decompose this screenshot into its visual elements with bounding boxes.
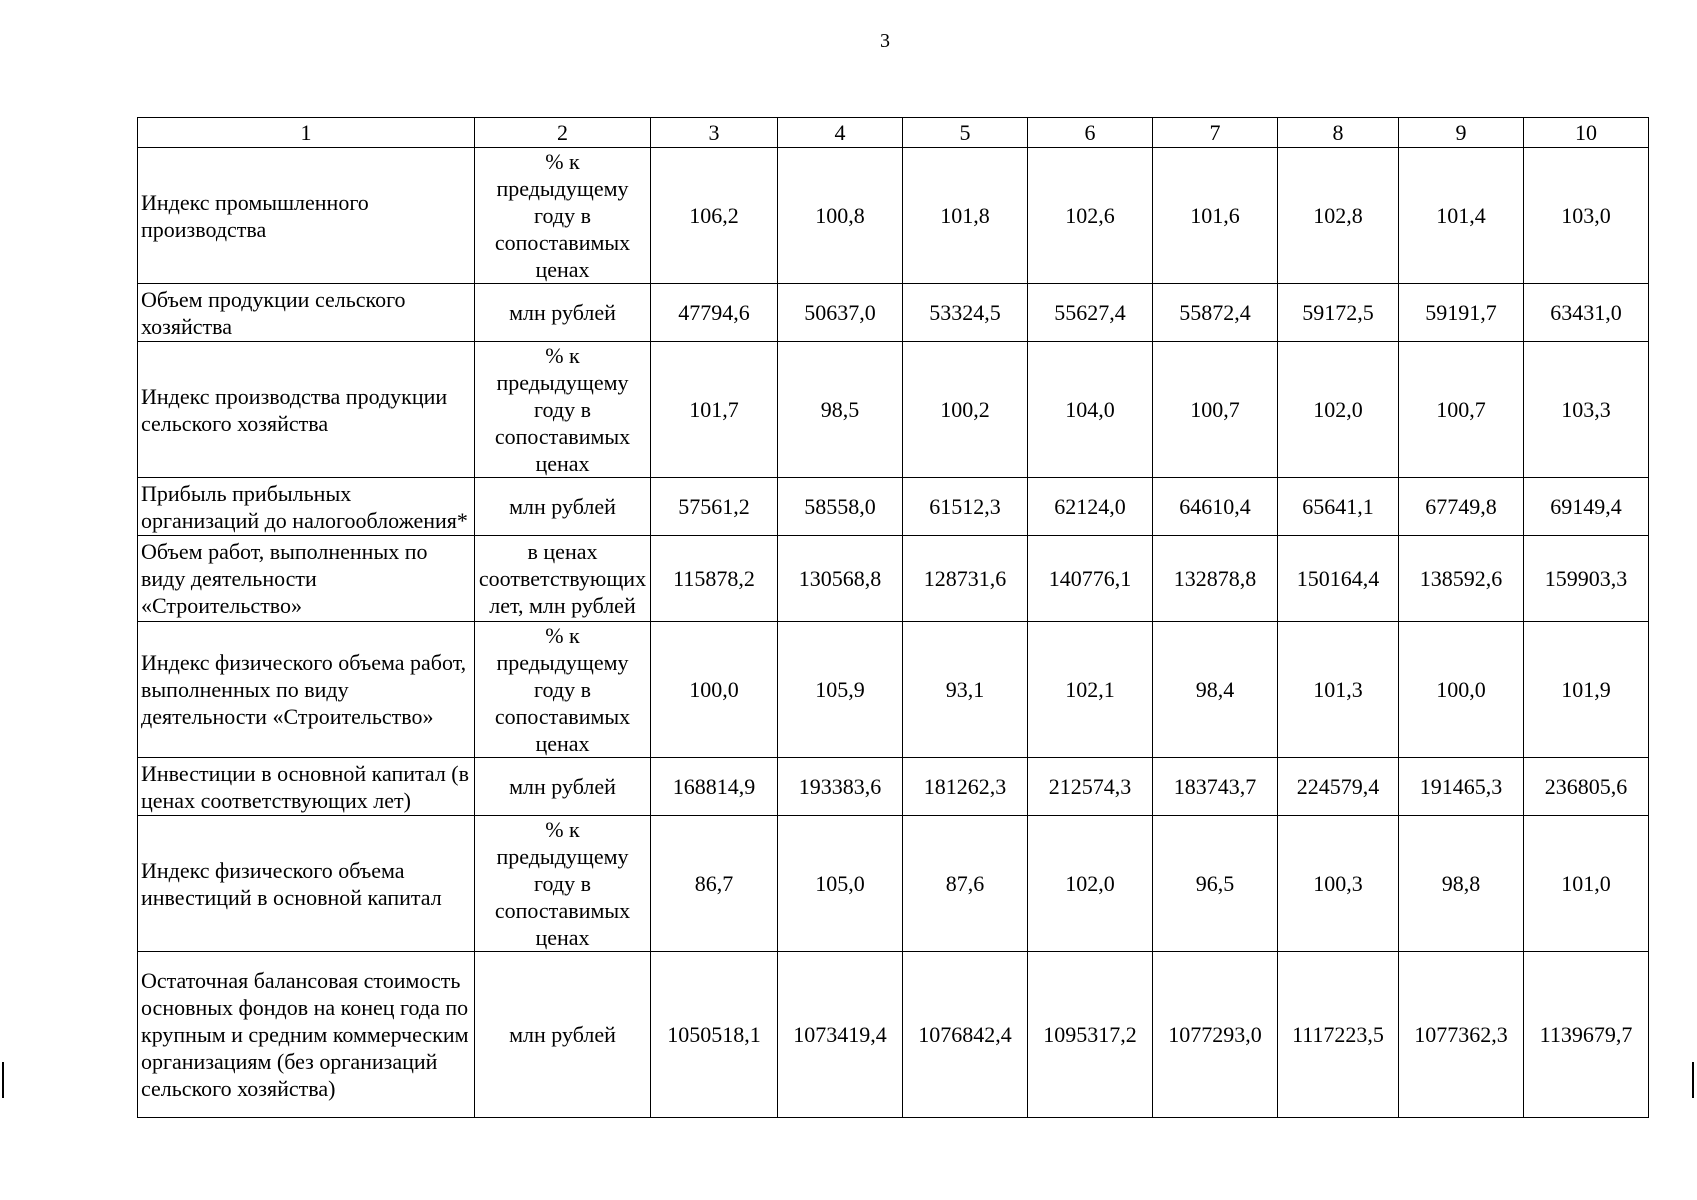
value-cell: 62124,0 xyxy=(1028,478,1153,536)
indicator-cell: Остаточная балансовая стоимость основных фондов на конец года по крупным и средним коммерческим организациям (без организаций сельского хозяйства) xyxy=(138,952,475,1118)
value-cell: 138592,6 xyxy=(1399,536,1524,622)
indicator-cell: Объем работ, выполненных по виду деятельности «Строительство» xyxy=(138,536,475,622)
value-cell: 106,2 xyxy=(651,148,778,284)
value-cell: 105,0 xyxy=(778,816,903,952)
table-row xyxy=(138,478,1649,536)
value-cell: 104,0 xyxy=(1028,342,1153,478)
table-row xyxy=(138,622,1649,758)
value-cell: 1139679,7 xyxy=(1524,952,1649,1118)
value-cell: 159903,3 xyxy=(1524,536,1649,622)
value-cell: 100,7 xyxy=(1399,342,1524,478)
value-cell: 1073419,4 xyxy=(778,952,903,1118)
value-cell: 191465,3 xyxy=(1399,758,1524,816)
value-cell: 101,0 xyxy=(1524,816,1649,952)
value-cell: 55872,4 xyxy=(1153,284,1278,342)
table-row xyxy=(138,952,1649,1118)
value-cell: 1076842,4 xyxy=(903,952,1028,1118)
indicator-cell: Прибыль прибыльных организаций до налогообложения* xyxy=(138,478,475,536)
value-cell: 150164,4 xyxy=(1278,536,1399,622)
unit-cell: % к предыдущему году в сопоставимых ценах xyxy=(475,342,651,478)
value-cell: 103,3 xyxy=(1524,342,1649,478)
value-cell: 57561,2 xyxy=(651,478,778,536)
value-cell: 100,8 xyxy=(778,148,903,284)
header-cell: 2 xyxy=(475,118,651,148)
indicator-cell: Индекс физического объема работ, выполненных по виду деятельности «Строительство» xyxy=(138,622,475,758)
value-cell: 1117223,5 xyxy=(1278,952,1399,1118)
table-row xyxy=(138,284,1649,342)
value-cell: 101,6 xyxy=(1153,148,1278,284)
header-cell: 4 xyxy=(778,118,903,148)
unit-cell: % к предыдущему году в сопоставимых ценах xyxy=(475,148,651,284)
value-cell: 93,1 xyxy=(903,622,1028,758)
header-cell: 6 xyxy=(1028,118,1153,148)
value-cell: 50637,0 xyxy=(778,284,903,342)
unit-cell: млн рублей xyxy=(475,758,651,816)
header-cell: 1 xyxy=(138,118,475,148)
indicator-cell: Индекс физического объема инвестиций в основной капитал xyxy=(138,816,475,952)
value-cell: 98,8 xyxy=(1399,816,1524,952)
unit-cell: % к предыдущему году в сопоставимых ценах xyxy=(475,816,651,952)
value-cell: 100,3 xyxy=(1278,816,1399,952)
value-cell: 69149,4 xyxy=(1524,478,1649,536)
value-cell: 63431,0 xyxy=(1524,284,1649,342)
value-cell: 65641,1 xyxy=(1278,478,1399,536)
value-cell: 105,9 xyxy=(778,622,903,758)
header-cell: 3 xyxy=(651,118,778,148)
value-cell: 59172,5 xyxy=(1278,284,1399,342)
indicator-cell: Объем продукции сельского хозяйства xyxy=(138,284,475,342)
value-cell: 101,4 xyxy=(1399,148,1524,284)
indicator-cell: Индекс производства продукции сельского хозяйства xyxy=(138,342,475,478)
value-cell: 102,0 xyxy=(1278,342,1399,478)
value-cell: 101,9 xyxy=(1524,622,1649,758)
value-cell: 193383,6 xyxy=(778,758,903,816)
value-cell: 64610,4 xyxy=(1153,478,1278,536)
table-row xyxy=(138,816,1649,952)
value-cell: 86,7 xyxy=(651,816,778,952)
value-cell: 47794,6 xyxy=(651,284,778,342)
value-cell: 212574,3 xyxy=(1028,758,1153,816)
value-cell: 1077293,0 xyxy=(1153,952,1278,1118)
value-cell: 130568,8 xyxy=(778,536,903,622)
value-cell: 102,6 xyxy=(1028,148,1153,284)
value-cell: 224579,4 xyxy=(1278,758,1399,816)
value-cell: 102,0 xyxy=(1028,816,1153,952)
value-cell: 100,0 xyxy=(651,622,778,758)
value-cell: 87,6 xyxy=(903,816,1028,952)
value-cell: 101,7 xyxy=(651,342,778,478)
table-row xyxy=(138,148,1649,284)
unit-cell: млн рублей xyxy=(475,478,651,536)
header-cell: 9 xyxy=(1399,118,1524,148)
scan-edge-mark-left xyxy=(2,1062,4,1098)
value-cell: 181262,3 xyxy=(903,758,1028,816)
value-cell: 236805,6 xyxy=(1524,758,1649,816)
value-cell: 55627,4 xyxy=(1028,284,1153,342)
header-row xyxy=(138,118,1649,148)
indicator-cell: Инвестиции в основной капитал (в ценах соответствующих лет) xyxy=(138,758,475,816)
value-cell: 115878,2 xyxy=(651,536,778,622)
value-cell: 1050518,1 xyxy=(651,952,778,1118)
indicator-cell: Индекс промышленного производства xyxy=(138,148,475,284)
value-cell: 101,3 xyxy=(1278,622,1399,758)
value-cell: 100,2 xyxy=(903,342,1028,478)
value-cell: 96,5 xyxy=(1153,816,1278,952)
value-cell: 58558,0 xyxy=(778,478,903,536)
table-row xyxy=(138,536,1649,622)
value-cell: 1095317,2 xyxy=(1028,952,1153,1118)
value-cell: 103,0 xyxy=(1524,148,1649,284)
value-cell: 102,8 xyxy=(1278,148,1399,284)
table-row xyxy=(138,342,1649,478)
value-cell: 67749,8 xyxy=(1399,478,1524,536)
value-cell: 98,5 xyxy=(778,342,903,478)
value-cell: 102,1 xyxy=(1028,622,1153,758)
value-cell: 1077362,3 xyxy=(1399,952,1524,1118)
value-cell: 53324,5 xyxy=(903,284,1028,342)
value-cell: 100,0 xyxy=(1399,622,1524,758)
value-cell: 61512,3 xyxy=(903,478,1028,536)
page-number: 3 xyxy=(880,30,890,52)
indicators-table xyxy=(137,117,1649,1118)
value-cell: 168814,9 xyxy=(651,758,778,816)
value-cell: 59191,7 xyxy=(1399,284,1524,342)
value-cell: 128731,6 xyxy=(903,536,1028,622)
header-cell: 7 xyxy=(1153,118,1278,148)
unit-cell: % к предыдущему году в сопоставимых ценах xyxy=(475,622,651,758)
unit-cell: млн рублей xyxy=(475,952,651,1118)
unit-cell: млн рублей xyxy=(475,284,651,342)
value-cell: 100,7 xyxy=(1153,342,1278,478)
value-cell: 98,4 xyxy=(1153,622,1278,758)
value-cell: 183743,7 xyxy=(1153,758,1278,816)
unit-cell: в ценах соответствующих лет, млн рублей xyxy=(475,536,651,622)
scan-edge-mark-right xyxy=(1692,1062,1694,1098)
value-cell: 101,8 xyxy=(903,148,1028,284)
header-cell: 5 xyxy=(903,118,1028,148)
value-cell: 132878,8 xyxy=(1153,536,1278,622)
header-cell: 10 xyxy=(1524,118,1649,148)
value-cell: 140776,1 xyxy=(1028,536,1153,622)
table-row xyxy=(138,758,1649,816)
header-cell: 8 xyxy=(1278,118,1399,148)
